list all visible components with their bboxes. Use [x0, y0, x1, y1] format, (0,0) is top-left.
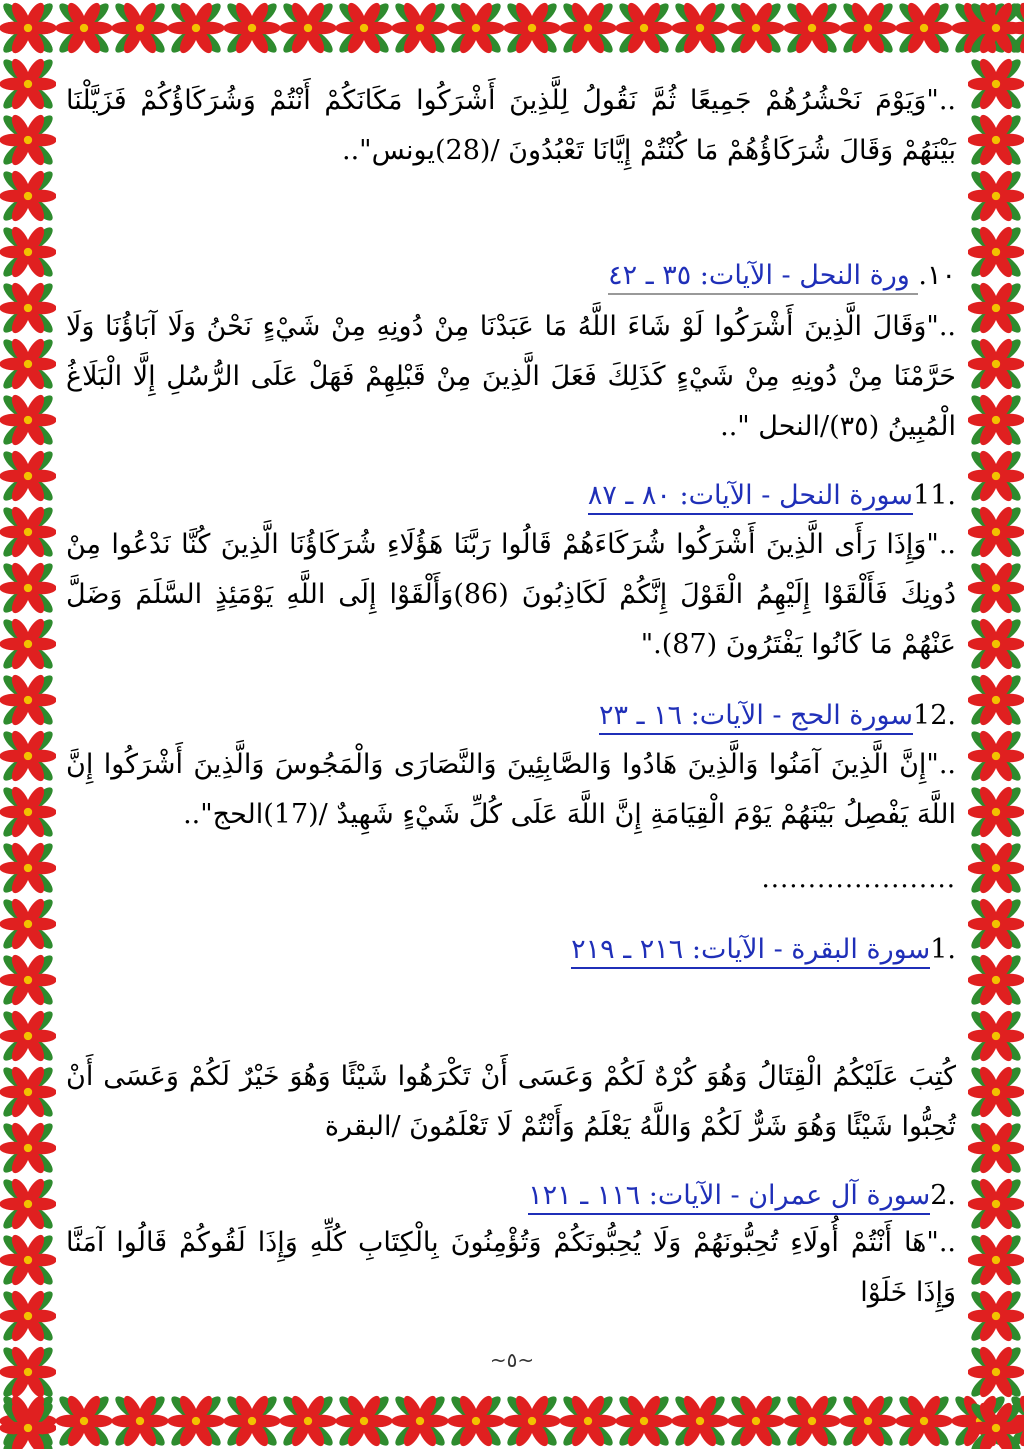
- poinsettia-icon: [895, 1393, 952, 1449]
- verse-baqarah-216: كُتِبَ عَلَيْكُمُ الْقِتَالُ وَهُوَ كُرْهٌ لَكُمْ وَعَسَى أَنْ تَكْرَهُوا شَيْئًا وَهُوَ خَيْرٌ لَكُمْ وَعَسَى أَنْ تُحِبُّوا شَيْئًا وَهُوَ شَرٌّ لَكُمْ وَاللَّهُ يَعْلَمُ وَأَنْتُمْ لَا تَعْلَمُونَ /البقرة: [66, 1061, 956, 1142]
- poinsettia-icon: [968, 0, 1024, 56]
- poinsettia-icon: [223, 1393, 280, 1449]
- page-content: [66, 68, 956, 1388]
- section-title: ورة النحل - الآيات: ٣٥ ـ ٤٢: [608, 260, 918, 295]
- poinsettia-icon: [55, 1393, 112, 1449]
- poinsettia-icon: [111, 1393, 168, 1449]
- poinsettia-icon: [968, 224, 1024, 280]
- verse-yunus-28: .."وَيَوْمَ نَحْشُرُهُمْ جَمِيعًا ثُمَّ نَقُولُ لِلَّذِينَ أَشْرَكُوا مَكَانَكُمْ أَنْتُمْ وَشُرَكَاؤُكُمْ فَزَيَّلْنَا بَيْنَهُمْ وَقَالَ شُرَكَاؤُهُمْ مَا كُنْتُمْ إِيَّانَا تَعْبُدُونَ /(28)يونس"..: [66, 85, 956, 166]
- poinsettia-icon: [279, 0, 336, 56]
- poinsettia-icon: [671, 1393, 728, 1449]
- poinsettia-icon: [503, 0, 560, 56]
- page-number: ~٥~: [489, 1348, 535, 1372]
- poinsettia-icon: [968, 504, 1024, 560]
- border-flowers: [0, 0, 56, 1449]
- section-number: .11: [913, 480, 956, 511]
- border-flowers: [0, 0, 1024, 56]
- poinsettia-icon: [968, 336, 1024, 392]
- heading-baqarah-216-219: [66, 930, 956, 970]
- poinsettia-icon: [0, 112, 56, 168]
- border-right: [968, 0, 1024, 1449]
- heading-imran-116-121: [66, 1176, 956, 1216]
- poinsettia-icon: [391, 1393, 448, 1449]
- poinsettia-icon: [615, 1393, 672, 1449]
- poinsettia-icon: [0, 840, 56, 896]
- section-title: سورة الحج - الآيات: ١٦ ـ ٢٣: [599, 700, 913, 735]
- poinsettia-icon: [0, 560, 56, 616]
- poinsettia-icon: [968, 280, 1024, 336]
- poinsettia-icon: [968, 168, 1024, 224]
- poinsettia-icon: [0, 224, 56, 280]
- poinsettia-icon: [727, 1393, 784, 1449]
- border-flowers: [968, 0, 1024, 1449]
- section-title: سورة النحل - الآيات: ٨٠ ـ ٨٧: [588, 480, 913, 515]
- poinsettia-icon: [0, 1232, 56, 1288]
- poinsettia-icon: [0, 616, 56, 672]
- poinsettia-icon: [0, 448, 56, 504]
- poinsettia-icon: [0, 504, 56, 560]
- poinsettia-icon: [0, 672, 56, 728]
- poinsettia-icon: [968, 1120, 1024, 1176]
- poinsettia-icon: [968, 392, 1024, 448]
- heading-nahl-80-87: [66, 476, 956, 516]
- separator-dots: .....................: [761, 864, 956, 894]
- poinsettia-icon: [0, 1008, 56, 1064]
- poinsettia-icon: [839, 1393, 896, 1449]
- poinsettia-icon: [0, 1064, 56, 1120]
- poinsettia-icon: [968, 448, 1024, 504]
- section-number: .1: [930, 934, 956, 965]
- poinsettia-icon: [335, 1393, 392, 1449]
- heading-nahl-35-42: [66, 256, 956, 296]
- poinsettia-icon: [671, 0, 728, 56]
- poinsettia-icon: [968, 560, 1024, 616]
- poinsettia-icon: [968, 1232, 1024, 1288]
- poinsettia-icon: [968, 840, 1024, 896]
- poinsettia-icon: [968, 616, 1024, 672]
- poinsettia-icon: [783, 1393, 840, 1449]
- poinsettia-icon: [968, 1008, 1024, 1064]
- poinsettia-icon: [968, 1176, 1024, 1232]
- poinsettia-icon: [727, 0, 784, 56]
- poinsettia-icon: [559, 0, 616, 56]
- poinsettia-icon: [0, 784, 56, 840]
- poinsettia-icon: [968, 784, 1024, 840]
- section-number: ١٠.: [918, 260, 956, 291]
- poinsettia-icon: [0, 952, 56, 1008]
- poinsettia-icon: [615, 0, 672, 56]
- poinsettia-icon: [0, 0, 56, 56]
- poinsettia-icon: [447, 1393, 504, 1449]
- poinsettia-icon: [0, 168, 56, 224]
- poinsettia-icon: [0, 56, 56, 112]
- poinsettia-icon: [0, 728, 56, 784]
- poinsettia-icon: [968, 728, 1024, 784]
- border-left: [0, 0, 56, 1449]
- poinsettia-icon: [968, 952, 1024, 1008]
- poinsettia-icon: [895, 0, 952, 56]
- poinsettia-icon: [0, 1400, 56, 1449]
- poinsettia-icon: [0, 1120, 56, 1176]
- poinsettia-icon: [0, 896, 56, 952]
- poinsettia-icon: [447, 0, 504, 56]
- section-title: سورة آل عمران - الآيات: ١١٦ ـ ١٢١: [528, 1180, 930, 1215]
- poinsettia-icon: [0, 280, 56, 336]
- poinsettia-icon: [391, 0, 448, 56]
- poinsettia-icon: [503, 1393, 560, 1449]
- poinsettia-icon: [0, 1176, 56, 1232]
- poinsettia-icon: [0, 336, 56, 392]
- poinsettia-icon: [968, 1288, 1024, 1344]
- poinsettia-icon: [559, 1393, 616, 1449]
- border-flowers: [0, 1393, 1024, 1449]
- poinsettia-icon: [167, 1393, 224, 1449]
- poinsettia-icon: [167, 0, 224, 56]
- poinsettia-icon: [111, 0, 168, 56]
- poinsettia-icon: [968, 672, 1024, 728]
- section-title: سورة البقرة - الآيات: ٢١٦ ـ ٢١٩: [571, 934, 930, 969]
- heading-hajj-16-23: [66, 696, 956, 736]
- poinsettia-icon: [279, 1393, 336, 1449]
- section-number: .2: [930, 1180, 956, 1211]
- verse-hajj-17: .."إِنَّ الَّذِينَ آمَنُوا وَالَّذِينَ هَادُوا وَالصَّابِئِينَ وَالنَّصَارَى وَالْمَجُوسَ وَالَّذِينَ أَشْرَكُوا إِنَّ اللَّهَ يَفْصِلُ بَيْنَهُمْ يَوْمَ الْقِيَامَةِ إِنَّ اللَّهَ عَلَى كُلِّ شَيْءٍ شَهِيدٌ /(17)الحج"..: [66, 749, 956, 830]
- poinsettia-icon: [0, 392, 56, 448]
- verse-nahl-86-87: .."وَإِذَا رَأَى الَّذِينَ أَشْرَكُوا شُرَكَاءَهُمْ قَالُوا رَبَّنَا هَؤُلَاءِ شُرَكَاؤُنَا الَّذِينَ كُنَّا نَدْعُوا مِنْ دُونِكَ فَأَلْقَوْا إِلَيْهِمُ الْقَوْلَ إِنَّكُمْ لَكَاذِبُونَ (86)وَأَلْقَوْا إِلَى اللَّهِ يَوْمَئِذٍ السَّلَمَ وَضَلَّ عَنْهُمْ مَا كَانُوا يَفْتَرُونَ (87).": [66, 529, 956, 660]
- border-bottom: [0, 1393, 1024, 1449]
- poinsettia-icon: [223, 0, 280, 56]
- poinsettia-icon: [55, 0, 112, 56]
- verse-imran-119: .."هَا أَنْتُمْ أُولَاءِ تُحِبُّونَهُمْ وَلَا يُحِبُّونَكُمْ وَتُؤْمِنُونَ بِالْكِتَابِ كُلِّهِ وَإِذَا لَقُوكُمْ قَالُوا آمَنَّا وَإِذَا خَلَوْا: [66, 1227, 956, 1308]
- verse-nahl-35: .."وَقَالَ الَّذِينَ أَشْرَكُوا لَوْ شَاءَ اللَّهُ مَا عَبَدْنَا مِنْ دُونِهِ مِنْ شَيْءٍ نَحْنُ وَلَا آبَاؤُنَا وَلَا حَرَّمْنَا مِنْ دُونِهِ مِنْ شَيْءٍ كَذَلِكَ فَعَلَ الَّذِينَ مِنْ قَبْلِهِمْ فَهَلْ عَلَى الرُّسُلِ إِلَّا الْبَلَاغُ الْمُبِينُ (٣٥)/النحل "..: [66, 311, 956, 442]
- poinsettia-icon: [968, 56, 1024, 112]
- poinsettia-icon: [839, 0, 896, 56]
- border-top: [0, 0, 1024, 56]
- section-number: .12: [913, 700, 956, 731]
- poinsettia-icon: [335, 0, 392, 56]
- poinsettia-icon: [968, 896, 1024, 952]
- poinsettia-icon: [968, 1064, 1024, 1120]
- poinsettia-icon: [0, 1288, 56, 1344]
- poinsettia-icon: [968, 112, 1024, 168]
- poinsettia-icon: [783, 0, 840, 56]
- poinsettia-icon: [968, 1400, 1024, 1449]
